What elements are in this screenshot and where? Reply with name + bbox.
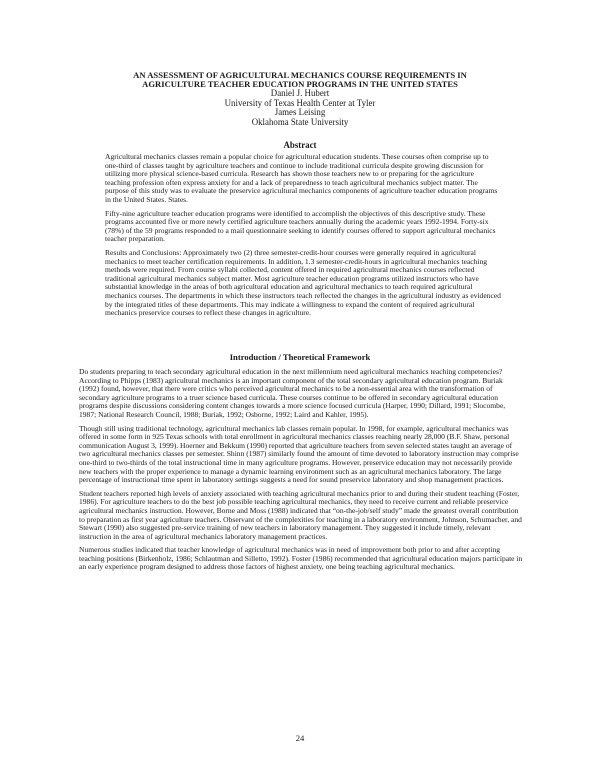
title-line-2: AGRICULTURE TEACHER EDUCATION PROGRAMS IN THE UNITED STATES xyxy=(142,79,458,90)
body-section xyxy=(79,368,524,577)
author-2-name: James Leising xyxy=(274,107,326,118)
abstract-paragraph-1: Agricultural mechanics classes remain a popular choice for agricultural education students. These courses often comprise up to one-third of classes taught by agriculture teachers and continue to include traditional curricula despite growing discussion for utilizing more physical science-based curricula. Research has shown those teachers new to or preparing for the agriculture teaching profession often express anxiety for and a lack of preparedness to teach agricultural mechanics subject matter. The purpose of this study was to evaluate the preservice agricultural mechanics components of agriculture teacher education programs in the United States. States. xyxy=(105,152,498,204)
section-heading: Introduction / Theoretical Framework xyxy=(229,352,371,362)
body-paragraph-3: Student teachers reported high levels of anxiety associated with teaching agricultural mechanics prior to and during their student teaching (Foster, 1986). For agriculture teachers to do the best job possible teaching agricultural mechanics, they need to receive current and reliable preservice agricultural mechanics instruction. However, Borne and Moss (1988) indicated that “on-the-job/self study” made the greatest overall contribution to preparation as first year agriculture teachers. Observant of the complexities for teaching in a laboratory environment, Johnson, Schumacher, and Stewart (1990) also suggested pre-service training of new teachers in laboratory management. They suggested it include timely, relevant instruction in the area of agricultural mechanics laboratory management practices. xyxy=(79,488,522,541)
author-1-affiliation: University of Texas Health Center at Tyler xyxy=(224,97,376,108)
page-number: 24 xyxy=(295,733,305,743)
author-1-name: Daniel J. Hubert xyxy=(270,88,330,99)
abstract-section xyxy=(105,153,501,323)
abstract-paragraph-3: Results and Conclusions: Approximately two (2) three semester-credit-hour courses were generally required in agricultural mechanics to meet teacher certification requirements. In addition, 1.3 semester-credit-hours in agricultural mechanics teaching methods were required. From course syllabi collected, content offered in required agricultural mechanics courses reflected traditional agricultural mechanics subject matter. Most agriculture teacher education programs utilized instructors who have substantial knowledge in the areas of both agricultural education and agricultural mechanics to teach required agricultural mechanics courses. The departments in which these instructors teach reflected the changes in the agricultural industry as evidenced by the integrated titles of these departments. This may indicate a willingness to expand the content of required agricultural mechanics preservice courses to reflect these changes in agriculture. xyxy=(105,247,501,318)
body-paragraph-2: Though still using traditional technology, agricultural mechanics lab classes remain popular. In 1998, for example, agricultural mechanics was offered in some form in 925 Texas schools with total enrollment in agricultural mechanics classes reaching nearly 28,000 (B.F. Shaw, personal communication August 3, 1999). Hoerner and Bekkum (1990) reported that agriculture teachers from seven selected states taught an average of two agricultural mechanics classes per semester. Shinn (1987) similarly found the amount of time devoted to laboratory instruction may comprise one-third to two-thirds of the total instructional time in many agriculture programs. However, preservice education may not necessarily provide new teachers with the proper experience to manage a dynamic learning environment such as an agricultural mechanics laboratory. The large percentage of instructional time spent in laboratory settings suggests a need for sound preservice laboratory and shop management practices. xyxy=(79,423,519,485)
body-paragraph-1: Do students preparing to teach secondary agricultural education in the next millennium need agricultural mechanics teaching competencies? According to Phipps (1983) agricultural mechanics is an important component of the total secondary agricultural education program. Buriak (1992) found, however, that there were critics who perceived agricultural mechanics to be a non-essential area with the transformation of secondary agriculture programs to a truer science based curricula. These courses continue to be offered in secondary agricultural education programs despite discussions considering content changes towards a more science focused curricula (Harper, 1990; Dillard, 1991; Slocombe, 1987; National Research Council, 1988; Buriak, 1992; Osborne, 1992; Laird and Kahler, 1995). xyxy=(79,367,506,419)
abstract-paragraph-2: Fifty-nine agriculture teacher education programs were identified to accomplish the objectives of this descriptive study. These programs accounted five or more newly certified agriculture teachers annually during the academic years 1992-1994. Forty-six (78%) of the 59 programs responded to a mail questionnaire seeking to identify courses offered to support agricultural mechanics teacher preparation. xyxy=(105,208,496,244)
paper-header xyxy=(0,71,600,127)
author-2-affiliation: Oklahoma State University xyxy=(251,116,349,127)
abstract-heading: Abstract xyxy=(283,140,317,150)
title-line-1: AN ASSESSMENT OF AGRICULTURAL MECHANICS COURSE REQUIREMENTS IN xyxy=(133,70,467,80)
body-paragraph-4: Numerous studies indicated that teacher knowledge of agricultural mechanics was in need of improvement both prior to and after accepting teaching positions (Birkenholz, 1986; Schlautman and Silletto, 1992). Foster (1986) recommended that agricultural education majors participate in an early experience program designed to address those factors of highest anxiety, one being teaching agricultural mechanics. xyxy=(79,545,523,572)
